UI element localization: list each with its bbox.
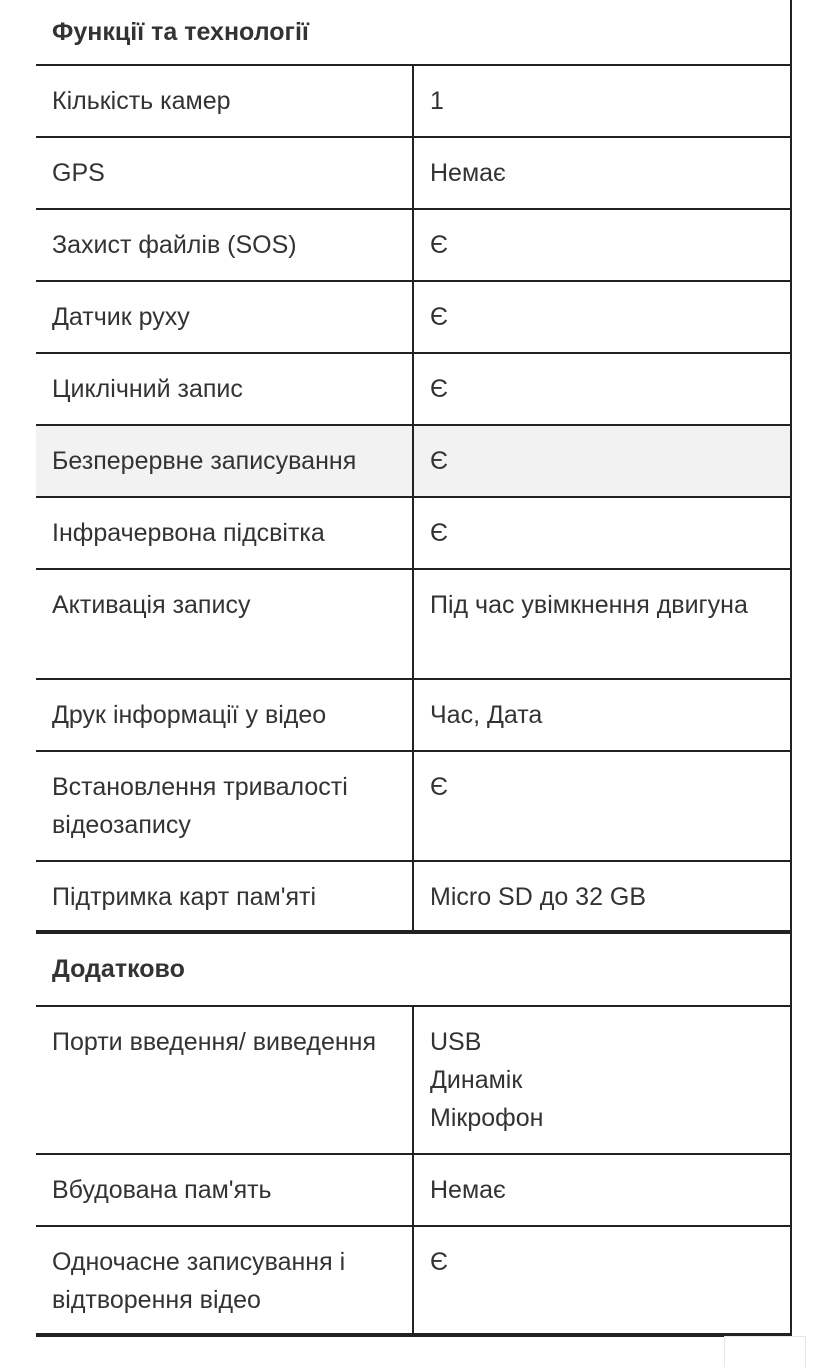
row-value: 1 bbox=[430, 87, 444, 115]
row-label: Безперервне записування bbox=[36, 426, 414, 496]
spec-table bbox=[36, 0, 792, 1337]
row-label: Циклічний запис bbox=[36, 354, 414, 424]
row-label: Одночасне записування і відтворення відео bbox=[36, 1227, 414, 1333]
row-value: Є bbox=[430, 519, 448, 547]
section-title-features: Функції та технології bbox=[36, 0, 790, 66]
table-row bbox=[36, 498, 790, 570]
row-label: Друк інформації у відео bbox=[36, 680, 414, 750]
overlay-corner-box bbox=[724, 1336, 806, 1367]
row-label: GPS bbox=[36, 138, 414, 208]
row-value: Є bbox=[430, 375, 448, 403]
row-label: Датчик руху bbox=[36, 282, 414, 352]
row-label: Активація запису bbox=[36, 570, 414, 678]
table-row-highlighted bbox=[36, 426, 790, 498]
value-line: Динамік bbox=[430, 1066, 523, 1094]
table-row bbox=[36, 210, 790, 282]
table-row bbox=[36, 354, 790, 426]
row-value: Час, Дата bbox=[430, 701, 543, 729]
row-value: Є bbox=[430, 773, 448, 801]
row-value: Є bbox=[430, 303, 448, 331]
table-row bbox=[36, 680, 790, 752]
table-row bbox=[36, 1227, 790, 1337]
row-label: Порти введення/ виведення bbox=[36, 1007, 414, 1153]
row-value: Немає bbox=[430, 159, 506, 187]
table-row bbox=[36, 66, 790, 138]
row-value: Є bbox=[430, 1248, 448, 1276]
section-title-additional: Додатково bbox=[36, 934, 790, 1007]
row-label: Кількість камер bbox=[36, 66, 414, 136]
row-value: Micro SD до 32 GB bbox=[430, 883, 647, 911]
row-value: Є bbox=[430, 231, 448, 259]
value-line: Мікрофон bbox=[430, 1104, 544, 1132]
table-row bbox=[36, 1007, 790, 1155]
row-label: Встановлення тривалості відеозапису bbox=[36, 752, 414, 860]
table-row bbox=[36, 570, 790, 680]
value-line: USB bbox=[430, 1028, 482, 1056]
row-label: Захист файлів (SOS) bbox=[36, 210, 414, 280]
table-row bbox=[36, 752, 790, 862]
row-value: Є bbox=[414, 426, 790, 496]
table-row bbox=[36, 282, 790, 354]
row-label: Інфрачервона підсвітка bbox=[36, 498, 414, 568]
row-label: Підтримка карт пам'яті bbox=[36, 862, 414, 930]
row-label: Вбудована пам'ять bbox=[36, 1155, 414, 1225]
row-value-list bbox=[414, 1007, 790, 1153]
table-row bbox=[36, 862, 790, 934]
table-row bbox=[36, 138, 790, 210]
row-value: Немає bbox=[430, 1176, 506, 1204]
table-row bbox=[36, 1155, 790, 1227]
row-value: Під час увімкнення двигуна bbox=[430, 591, 748, 619]
